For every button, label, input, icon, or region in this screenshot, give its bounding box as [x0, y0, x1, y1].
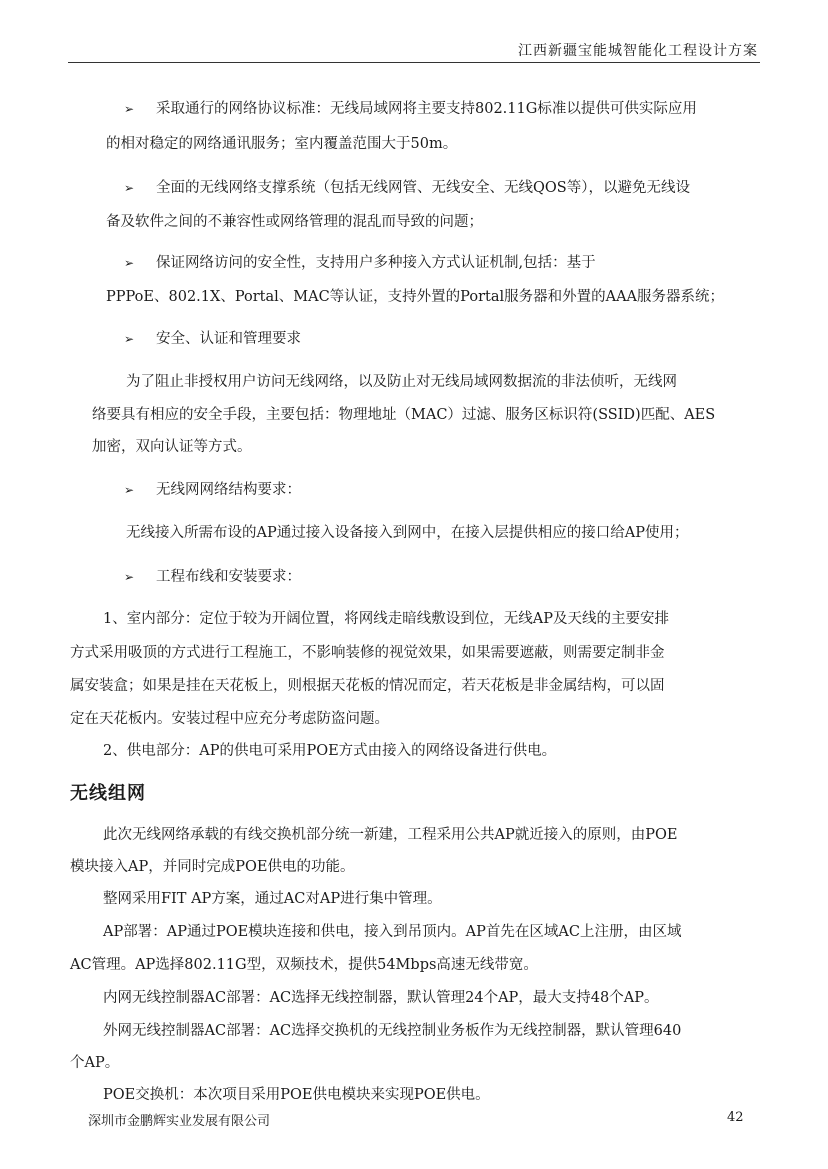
paragraph-line: 整网采用FIT AP方案，通过AC对AP进行集中管理。 [103, 891, 442, 907]
paragraph-line: PPPoE、802.1X、Portal、MAC等认证，支持外置的Portal服务器和外置的AAA服务器系统； [106, 289, 725, 305]
bullet-security-requirements [124, 329, 301, 349]
paragraph-line: 模块接入AP，并同时完成POE供电的功能。 [70, 859, 355, 875]
paragraph-line: 备及软件之间的不兼容性或网络管理的混乱而导致的问题； [106, 214, 483, 230]
bullet-installation [124, 567, 301, 587]
paragraph-line: 此次无线网络承载的有线交换机部分统一新建，工程采用公共AP就近接入的原则，由POE [103, 827, 678, 843]
paragraph-line: 属安装盒；如果是挂在天花板上，则根据天花板的情况而定，若天花板是非金属结构，可以固 [70, 678, 665, 694]
bullet-marker-icon: ➢ [124, 483, 135, 497]
bullet-support-system [124, 178, 690, 198]
paragraph-line: AP部署：AP通过POE模块连接和供电，接入到吊顶内。AP首先在区域AC上注册，由区域 [103, 924, 682, 940]
paragraph-line: 加密，双向认证等方式。 [92, 439, 252, 455]
paragraph-line: 无线网网络结构要求： [156, 482, 301, 498]
paragraph-line: 个AP。 [70, 1055, 120, 1071]
bullet-marker-icon: ➢ [124, 102, 135, 116]
paragraph-line: 为了阻止非授权用户访问无线网络，以及防止对无线局域网数据流的非法侦听，无线网 [126, 374, 677, 390]
paragraph-line: POE交换机：本次项目采用POE供电模块来实现POE供电。 [103, 1087, 490, 1103]
bullet-marker-icon: ➢ [124, 181, 135, 195]
paragraph-line: 定在天花板内。安装过程中应充分考虑防盗问题。 [70, 711, 389, 727]
bullet-marker-icon: ➢ [124, 256, 135, 270]
header-divider [68, 62, 760, 63]
paragraph-line: 络要具有相应的安全手段，主要包括：物理地址（MAC）过滤、服务区标识符(SSID)匹配、AES [92, 407, 716, 423]
paragraph-line: 采取通行的网络协议标准：无线局域网将主要支持802.11G标准以提供可供实际应用 [156, 101, 697, 117]
page-header-title: 江西新疆宝能城智能化工程设计方案 [518, 43, 758, 59]
paragraph-line: 的相对稳定的网络通讯服务；室内覆盖范围大于50m。 [106, 136, 458, 152]
paragraph-line: 保证网络访问的安全性，支持用户多种接入方式认证机制,包括：基于 [156, 255, 596, 271]
section-heading: 无线组网 [70, 783, 146, 804]
paragraph-line: 安全、认证和管理要求 [156, 331, 301, 347]
paragraph-line: 方式采用吸顶的方式进行工程施工，不影响装修的视觉效果，如果需要遮蔽，则需要定制非金 [70, 645, 665, 661]
paragraph-line: 内网无线控制器AC部署：AC选择无线控制器，默认管理24个AP，最大支持48个AP。 [103, 990, 659, 1006]
paragraph-line: 1、室内部分：定位于较为开阔位置，将网线走暗线敷设到位，无线AP及天线的主要安排 [103, 611, 669, 627]
paragraph-line: 工程布线和安装要求： [156, 569, 301, 585]
paragraph-line: AC管理。AP选择802.11G型，双频技术，提供54Mbps高速无线带宽。 [70, 957, 538, 973]
bullet-marker-icon: ➢ [124, 332, 135, 346]
paragraph-line: 外网无线控制器AC部署：AC选择交换机的无线控制业务板作为无线控制器，默认管理640 [103, 1023, 682, 1039]
bullet-marker-icon: ➢ [124, 570, 135, 584]
paragraph-line: 全面的无线网络支撑系统（包括无线网管、无线安全、无线QOS等），以避免无线设 [156, 180, 690, 196]
paragraph-line: 2、供电部分：AP的供电可采用POE方式由接入的网络设备进行供电。 [103, 743, 557, 759]
page-number: 42 [727, 1110, 744, 1125]
bullet-access-security [124, 253, 596, 273]
bullet-protocol [124, 99, 697, 119]
footer-company-name: 深圳市金鹏辉实业发展有限公司 [88, 1114, 271, 1129]
bullet-network-structure [124, 480, 301, 500]
paragraph-line: 无线接入所需布设的AP通过接入设备接入到网中，在接入层提供相应的接口给AP使用； [126, 525, 689, 541]
